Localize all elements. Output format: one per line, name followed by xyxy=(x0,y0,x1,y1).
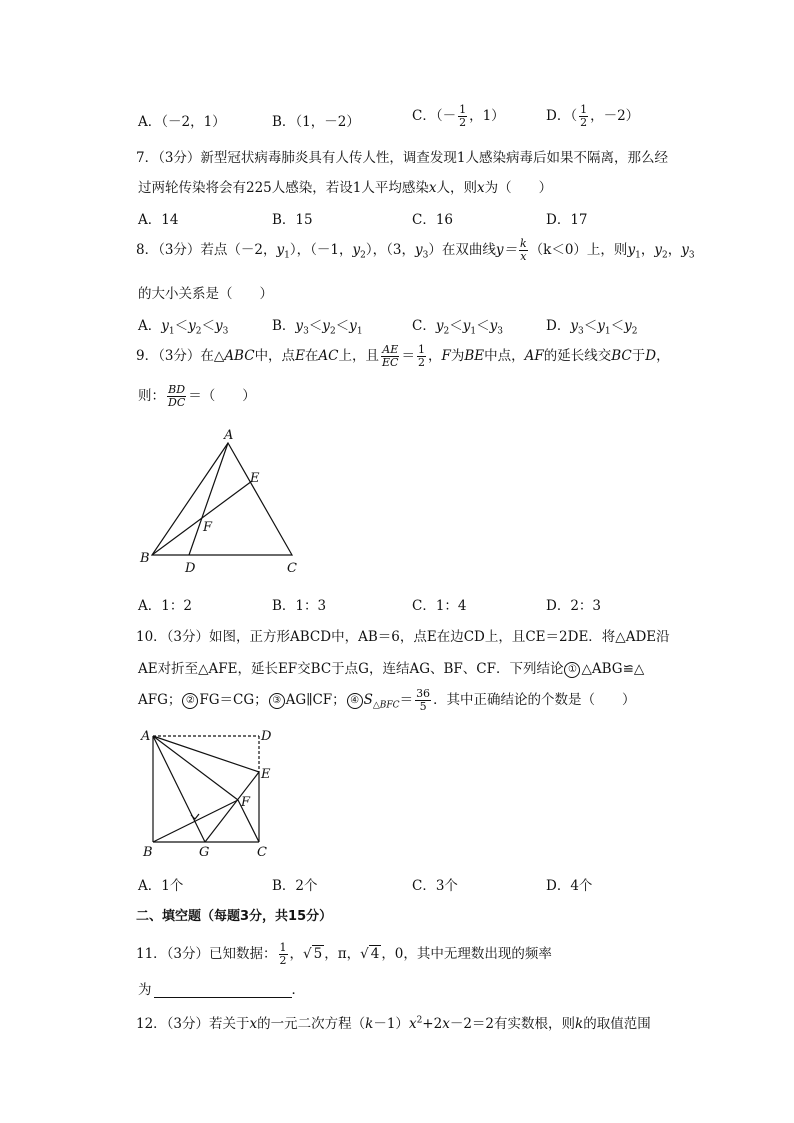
q12-line1: 12．（3分）若关于x的一元二次方程$(k-1)x^2+2x-2=2$有实数根，则k的取值范围 xyxy=(136,1015,651,1032)
q11-line2: 为 ． xyxy=(138,982,305,998)
label-c: C xyxy=(257,845,267,860)
q9-option-d[interactable]: D．2：3 xyxy=(546,598,602,614)
q7-line2: 过两轮传染将会有225人感染，若设1人平均感染x人，则x为（ ） xyxy=(138,180,553,196)
label-c: C xyxy=(287,561,297,576)
label-b: B xyxy=(143,845,153,860)
q11-line1: 11．（3分）已知数据： $\frac{1}{2}$ ，√ 5 ，π，√ 4 ，0，其中无理数出现的频率 xyxy=(136,941,552,967)
label-f: F xyxy=(203,520,213,535)
label-d: D xyxy=(185,561,196,576)
q7-options xyxy=(138,208,698,232)
q10-line3: AFG； ② FG＝CG； ③ AG∥CF； ④ $S_{\triangle BFC}=$ $\frac{36}{5}$ ．其中正确结论的个数是（ ） xyxy=(138,687,636,713)
q8-option-b[interactable]: B．$y_3<y_2<y_1$ xyxy=(272,318,363,337)
q6-option-b[interactable]: B．（1，－2） xyxy=(272,114,360,130)
q7-option-c[interactable]: C．16 xyxy=(412,212,454,228)
q10-option-b[interactable]: B．2个 xyxy=(272,878,318,894)
q6-option-d[interactable]: D．（ $\frac{1}{2}$ ，－2） xyxy=(546,103,640,129)
segment-af xyxy=(153,736,238,800)
q7-option-a[interactable]: A．14 xyxy=(138,212,179,228)
q8-options xyxy=(138,314,698,338)
q9-option-c[interactable]: C．1：4 xyxy=(412,598,467,614)
label-f: F xyxy=(241,795,251,810)
segment-bf xyxy=(153,800,238,842)
section-title-fill-in: 二、填空题（每题3分，共15分） xyxy=(136,909,333,924)
label-a: A xyxy=(141,729,151,744)
q10-option-d[interactable]: D．4个 xyxy=(546,878,593,894)
q6-options xyxy=(138,103,698,134)
segment-ad xyxy=(189,443,228,555)
q9-line1: 9．（3分）在△ABC中，点E在AC上，且 $\frac{AE}{EC}$ ＝ $\frac{1}{2}$ ，F为BE中点，AF的延长线交BC于D， xyxy=(136,343,670,369)
q7-option-b[interactable]: B．15 xyxy=(272,212,313,228)
q8-line2: 的大小关系是（ ） xyxy=(138,286,273,302)
q7-option-d[interactable]: D．17 xyxy=(546,212,588,228)
q9-triangle-figure xyxy=(130,425,310,580)
label-b: B xyxy=(140,551,150,566)
q6-option-c[interactable]: C．（－ $\frac{1}{2}$ ，1） xyxy=(412,103,505,129)
segment-ag xyxy=(153,736,205,842)
q10-option-c[interactable]: C．3个 xyxy=(412,878,458,894)
q10-line1: 10．（3分）如图，正方形ABCD中，AB＝6，点E在边CD上，且CE＝2DE．将△ADE沿 xyxy=(136,629,670,645)
q8-option-a[interactable]: A．$y_1<y_2<y_3$ xyxy=(138,318,229,337)
label-a: A xyxy=(224,428,234,443)
q8-option-d[interactable]: D．$y_3<y_1<y_2$ xyxy=(546,318,638,337)
q9-option-a[interactable]: A．1：2 xyxy=(138,598,192,614)
q9-line2: 则： $\frac{BD}{DC}$ ＝（ ） xyxy=(138,383,256,409)
q9-options xyxy=(138,594,698,618)
segment-ae xyxy=(153,736,259,772)
q9-option-b[interactable]: B．1：3 xyxy=(272,598,327,614)
q8-option-c[interactable]: C．$y_2<y_1<y_3$ xyxy=(412,318,503,337)
q7-line1: 7．（3分）新型冠状病毒肺炎具有人传人性，调查发现1人感染病毒后如果不隔离，那么经 xyxy=(136,150,669,166)
label-e: E xyxy=(250,471,260,486)
q10-square-figure xyxy=(135,722,285,862)
q6-option-a[interactable]: A．（－2，1） xyxy=(138,114,226,130)
q8-line1: 8．（3分）若点（－2，$y_1$），（－1，$y_2$），（3，$y_3$）在双曲线y＝ $\frac{k}{x}$ （k＜0）上，则$y_1$，$y_2$，$y_3$ xyxy=(136,237,695,263)
label-e: E xyxy=(261,767,271,782)
label-d: D xyxy=(261,729,272,744)
q10-line2: AE对折至△AFE，延长EF交BC于点G，连结AG、BF、CF．下列结论 ① △ABG≌△ xyxy=(138,661,645,677)
q11-answer-blank[interactable] xyxy=(154,984,292,998)
label-g: G xyxy=(199,845,210,860)
q10-options xyxy=(138,874,698,898)
q10-option-a[interactable]: A．1个 xyxy=(138,878,184,894)
segment-eg xyxy=(205,772,259,842)
